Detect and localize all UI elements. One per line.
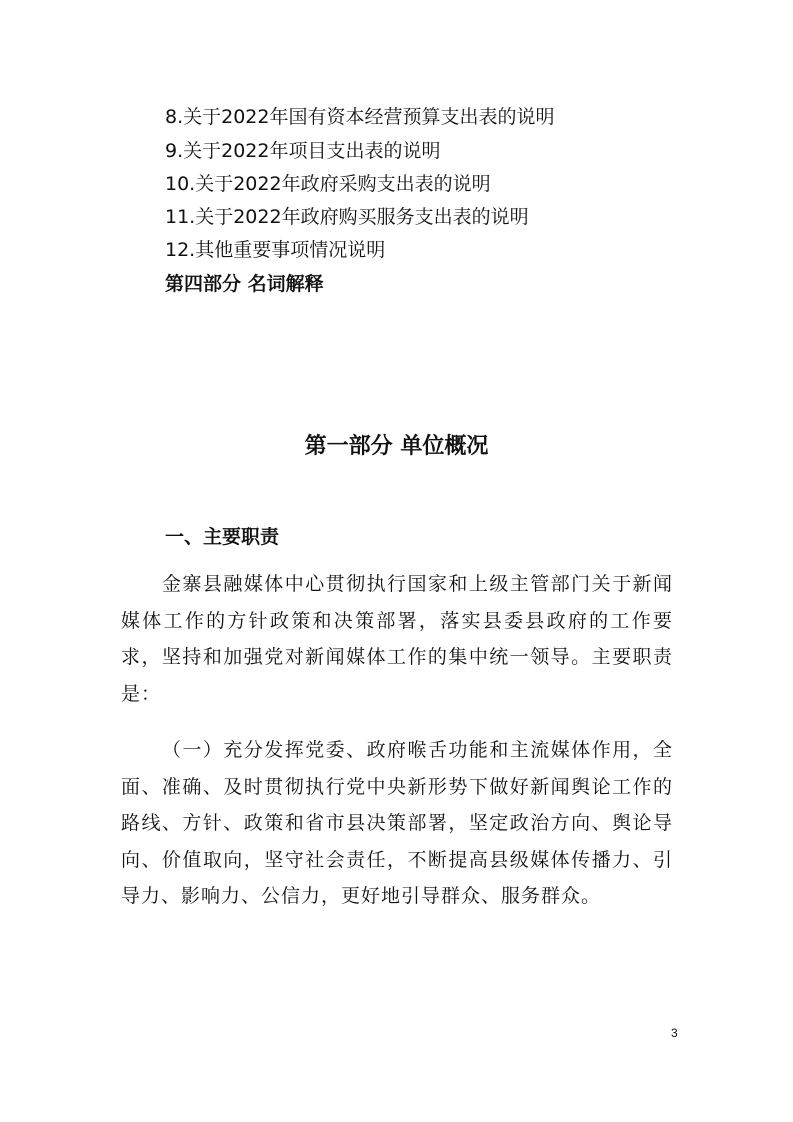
toc-item-8: 8.关于2022年国有资本经营预算支出表的说明 — [165, 106, 555, 128]
toc-item-11: 11.关于2022年政府购买服务支出表的说明 — [165, 206, 529, 228]
body-paragraph-2: （一）充分发挥党委、政府喉舌功能和主流媒体作用，全面、准确、及时贯彻执行党中央新形势下做好新闻舆论工作的路线、方针、政策和省市县决策部署，坚定政治方向、舆论导向、价值取向，坚守社会责任，不断提高县级媒体传播力、引导力、影响力、公信力，更好地引导群众、服务群众。 — [121, 739, 673, 908]
toc-item-9: 9.关于2022年项目支出表的说明 — [165, 140, 441, 162]
toc-item-10: 10.关于2022年政府采购支出表的说明 — [165, 173, 491, 195]
toc-part-four: 第四部分 名词解释 — [165, 273, 324, 295]
body-paragraph-1: 金寨县融媒体中心贯彻执行国家和上级主管部门关于新闻媒体工作的方针政策和决策部署，落实县委县政府的工作要求，坚持和加强党对新闻媒体工作的集中统一领导。主要职责是： — [121, 573, 673, 705]
page-number: 3 — [671, 1026, 678, 1040]
toc-item-12: 12.其他重要事项情况说明 — [165, 239, 386, 261]
section-heading: 一、主要职责 — [165, 526, 280, 548]
section-title: 第一部分 单位概况 — [304, 434, 489, 459]
